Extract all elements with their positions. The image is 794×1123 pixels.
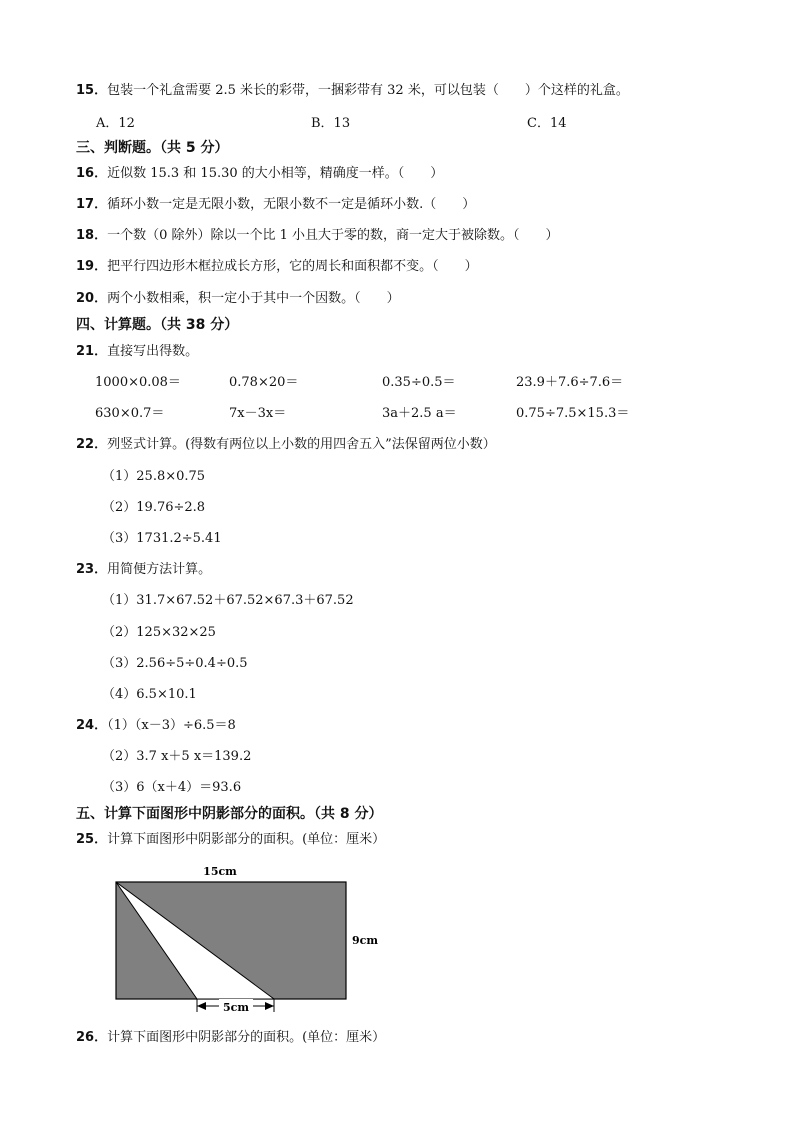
question-number: 21． (76, 344, 108, 359)
question-18 (76, 228, 559, 244)
question-text: 用简便方法计算。 (107, 562, 212, 577)
mental-calc-item: 7x－3x＝ (229, 406, 287, 421)
option-c: C．14 (527, 116, 567, 131)
sub-item: （2）3.7 x＋5 x＝139.2 (102, 749, 252, 764)
question-text: 近似数 15.3 和 15.30 的大小相等，精确度一样。（ ） (107, 166, 444, 181)
question-15 (76, 83, 629, 99)
mental-calc-item: 0.35÷0.5＝ (382, 375, 456, 390)
question-number: 19． (76, 259, 108, 274)
option-b: B．13 (311, 116, 351, 131)
question-23 (76, 562, 211, 578)
width-label: 15cm (203, 865, 237, 878)
arrow-left-icon (197, 1002, 206, 1010)
mental-calc-item: 1000×0.08＝ (95, 375, 181, 390)
option-a: A．12 (96, 116, 135, 131)
question-17 (76, 197, 475, 213)
mental-calc-item: 3a＋2.5 a＝ (382, 406, 457, 421)
question-text: 计算下面图形中阴影部分的面积。(单位：厘米） (107, 832, 386, 847)
mental-calc-item: 630×0.7＝ (95, 406, 165, 421)
sub-item: （1）25.8×0.75 (102, 469, 206, 484)
question-22 (76, 437, 496, 453)
question-text: 包装一个礼盒需要 2.5 米长的彩带，一捆彩带有 32 米，可以包装（ ）个这样的礼盒。 (107, 83, 629, 98)
question-number: 20． (76, 291, 108, 306)
question-number: 15． (76, 83, 108, 98)
question-number: 22． (76, 437, 108, 452)
question-number: 25． (76, 832, 108, 847)
question-number: 26． (76, 1030, 108, 1045)
section-title-shaded-area: 五、计算下面图形中阴影部分的面积。（共 8 分） (76, 806, 383, 822)
question-text: 列竖式计算。(得数有两位以上小数的用四舍五入”法保留两位小数） (107, 437, 496, 452)
question-20 (76, 291, 400, 307)
question-text: 计算下面图形中阴影部分的面积。(单位：厘米） (107, 1030, 386, 1045)
question-19 (76, 259, 478, 275)
question-text: 循环小数一定是无限小数，无限小数不一定是循环小数.（ ） (107, 197, 476, 212)
base-label: 5cm (223, 1001, 249, 1014)
mental-calc-item: 0.78×20＝ (229, 375, 299, 390)
question-number: 24． (76, 718, 108, 733)
question-text: 把平行四边形木框拉成长方形，它的周长和面积都不变。（ ） (107, 259, 478, 274)
height-label: 9cm (352, 934, 378, 947)
section-title-calculation: 四、计算题。（共 38 分） (76, 317, 239, 333)
question-number: 17． (76, 197, 108, 212)
question-21 (76, 344, 198, 360)
question-25 (76, 832, 385, 848)
question-number: 18． (76, 228, 108, 243)
shaded-area-figure (100, 860, 400, 1020)
question-text: 两个小数相乘，积一定小于其中一个因数。（ ） (107, 291, 400, 306)
sub-item: （3）1731.2÷5.41 (102, 531, 222, 546)
question-number: 16． (76, 166, 108, 181)
question-24 (76, 718, 236, 734)
sub-item: （3）2.56÷5÷0.4÷0.5 (102, 656, 248, 671)
question-16 (76, 166, 443, 182)
sub-item: （1）31.7×67.52＋67.52×67.3＋67.52 (102, 593, 354, 608)
sub-item: （4）6.5×10.1 (102, 687, 197, 702)
sub-item: （2）19.76÷2.8 (102, 500, 206, 515)
question-26 (76, 1030, 385, 1046)
sub-item: （2）125×32×25 (102, 625, 216, 640)
question-number: 23． (76, 562, 108, 577)
arrow-right-icon (265, 1002, 274, 1010)
mental-calc-item: 23.9＋7.6÷7.6＝ (516, 375, 624, 390)
sub-item: （3）6（x＋4）＝93.6 (102, 780, 242, 795)
question-text: 一个数（0 除外）除以一个比 1 小且大于零的数，商一定大于被除数。（ ） (107, 228, 559, 243)
section-title-judgement: 三、判断题。（共 5 分） (76, 140, 229, 156)
mental-calc-item: 0.75÷7.5×15.3＝ (516, 406, 630, 421)
sub-item: （1）（x－3）÷6.5＝8 (107, 718, 236, 733)
question-text: 直接写出得数。 (107, 344, 199, 359)
